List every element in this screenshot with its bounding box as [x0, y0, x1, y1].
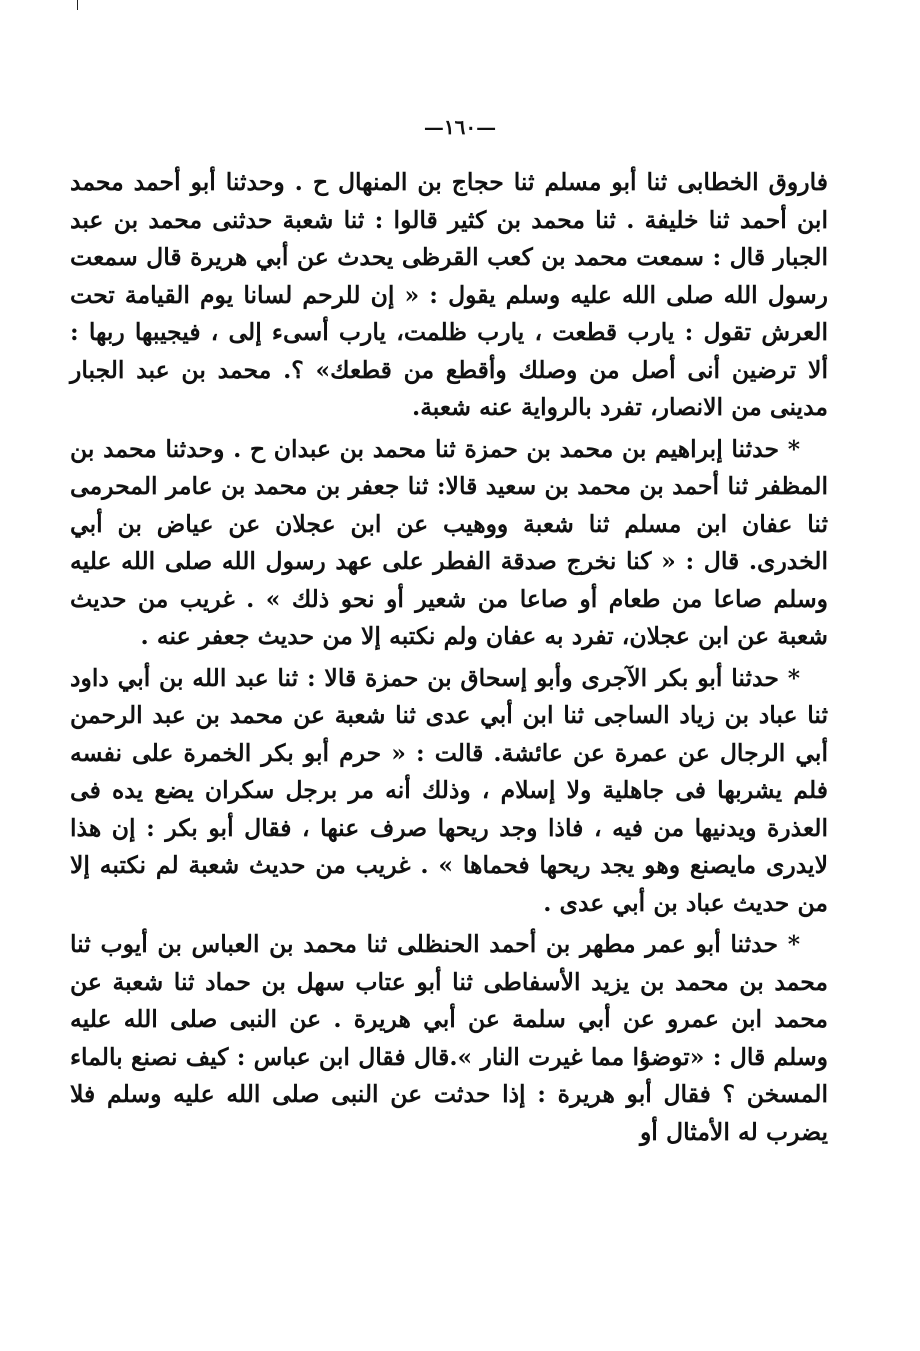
paragraph-2: * حدثنا إبراهيم بن محمد بن حمزة ثنا محمد بن عبدان ح . وحدثنا محمد بن المظفر ثنا أحمد بن محمد بن سعيد قالا: ثنا جعفر بن محمد بن عامر المحرمى ثنا عفان ابن مسلم ثنا شعبة ووهيب عن ابن عجلان عن عياض بن أبي الخدرى. قال : « كنا نخرج صدقة الفطر على عهد رسول الله صلى الله عليه وسلم صاعا من طعام أو صاعا من شعير أو نحو ذلك » . غريب من حديث شعبة عن ابن عجلان، تفرد به عفان ولم نكتبه إلا من حديث جعفر عنه . [70, 434, 828, 650]
paragraph-4: * حدثنا أبو عمر مطهر بن أحمد الحنظلى ثنا محمد بن العباس بن أيوب ثنا محمد بن محمد بن يزيد الأسفاطى ثنا أبو عتاب سهل بن حماد ثنا شعبة عن محمد ابن عمرو عن أبي سلمة عن أبي هريرة . عن النبى صلى الله عليه وسلم قال : «توضؤا مما غيرت النار ».قال فقال ابن عباس : كيف نصنع بالماء المسخن ؟ فقال أبو هريرة : إذا حدثت عن النبى صلى الله عليه وسلم فلا يضرب له الأمثال أو [70, 930, 828, 1146]
page-body [70, 164, 828, 1151]
page-number: —١٦٠— [423, 115, 497, 139]
paragraph-1: فاروق الخطابى ثنا أبو مسلم ثنا حجاج بن المنهال ح . وحدثنا أبو أحمد محمد ابن أحمد ثنا خليفة . ثنا محمد بن كثير قالوا : ثنا شعبة حدثنى محمد بن عبد الجبار قال : سمعت محمد بن كعب القرظى يحدث عن أبي هريرة قال سمعت رسول الله صلى الله عليه وسلم يقول : « إن للرحم لسانا يوم القيامة تحت العرش تقول : يارب قطعت ، يارب ظلمت، يارب أسىء إلى ، فيجيبها ربها : ألا ترضين أنى أصل من وصلك وأقطع من قطعك» ؟. محمد بن عبد الجبار مدينى من الانصار، تفرد بالرواية عنه شعبة. [70, 168, 828, 421]
corner-mark [77, 0, 78, 10]
paragraph-3: * حدثنا أبو بكر الآجرى وأبو إسحاق بن حمزة قالا : ثنا عبد الله بن أبي داود ثنا عباد بن زياد الساجى ثنا ابن أبي عدى ثنا شعبة عن محمد بن عبد الرحمن أبي الرجال عن عمرة عن عائشة. قالت : « حرم أبو بكر الخمرة على نفسه فلم يشربها فى جاهلية ولا إسلام ، وذلك أنه مر برجل سكران يضع يده فى العذرة ويدنيها من فيه ، فاذا وجد ريحها صرف عنها ، فقال أبو بكر : إن هذا لايدرى مايصنع وهو يجد ريحها فحماها » . غريب من حديث شعبة لم نكتبه إلا من حديث عباد بن أبي عدى . [70, 663, 828, 917]
